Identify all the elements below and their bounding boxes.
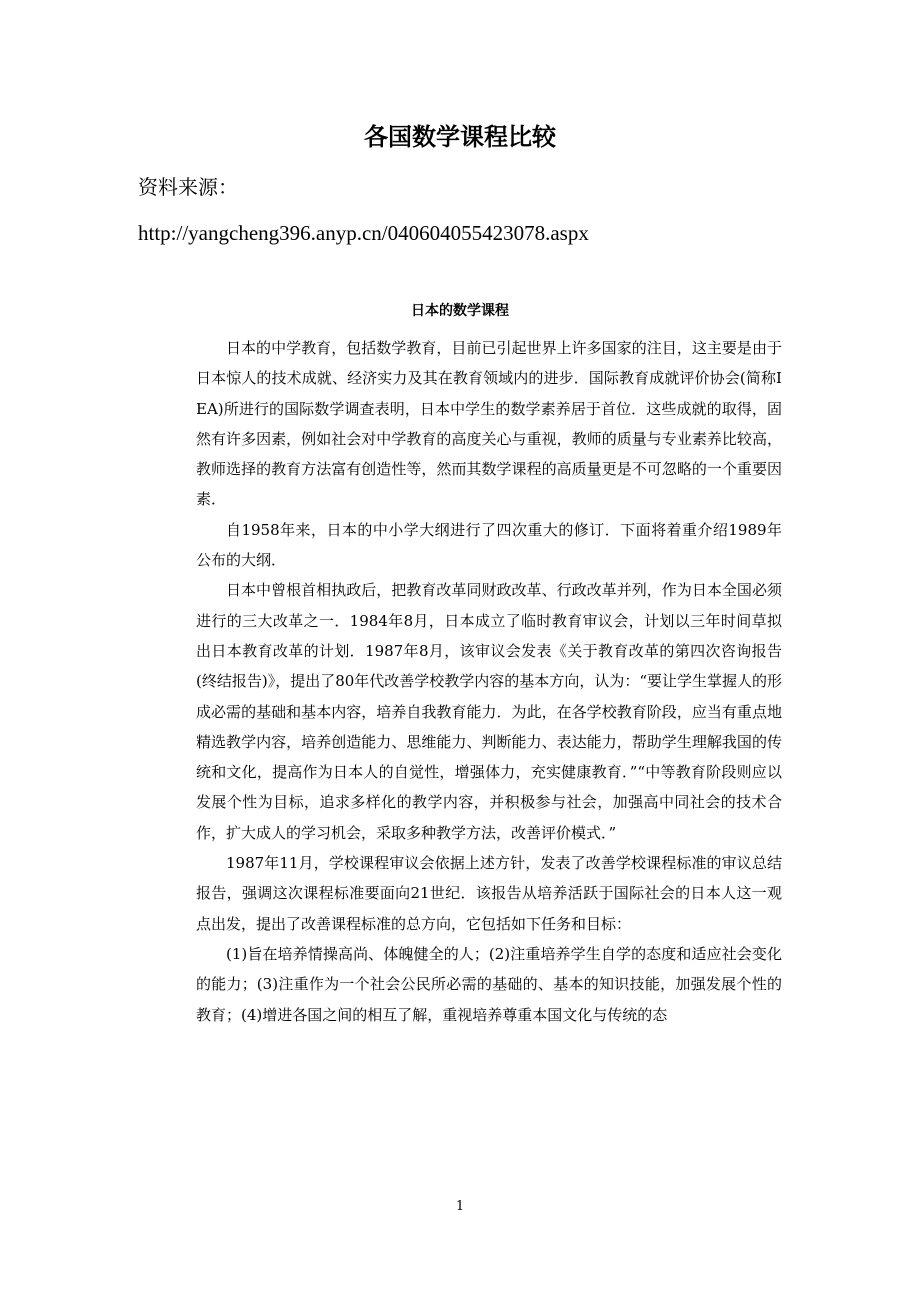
source-url: http://yangcheng396.anyp.cn/040604055423078.aspx (138, 221, 589, 245)
document-title: 各国数学课程比较 (364, 123, 556, 151)
paragraph: 自1958年来，日本的中小学大纲进行了四次重大的修订．下面将着重介绍1989年公布的大纲． (196, 520, 782, 570)
paragraph: (1)旨在培养情操高尚、体魄健全的人；(2)注重培养学生自学的态度和适应社会变化的能力；(3)注重作为一个社会公民所必需的基础的、基本的知识技能，加强发展个性的教育；(4)增进各国之间的相互了解，重视培养尊重本国文化与传统的态 (196, 944, 782, 1024)
paragraph: 日本中曾根首相执政后，把教育改革同财政改革、行政改革并列，作为日本全国必须进行的三大改革之一．1984年8月，日本成立了临时教育审议会，计划以三年时间草拟出日本教育改革的计划．1987年8月，该审议会发表《关于教育改革的第四次咨询报告(终结报告)》，提出了80年代改善学校教学内容的基本方向，认为：“要让学生掌握人的形成必需的基础和基本内容，培养自我教育能力．为此，在各学校教育阶段，应当有重点地精选教学内容，培养创造能力、思维能力、判断能力、表达能力，帮助学生理解我国的传统和文化，提高作为日本人的自觉性，增强体力，充实健康教育．”“中等教育阶段则应以发展个性为目标，追求多样化的教学内容，并积极参与社会，加强高中同社会的技术合作，扩大成人的学习机会，采取多种教学方法，改善评价模式．” (196, 581, 782, 842)
paragraph: 日本的中学教育，包括数学教育，目前已引起世界上许多国家的注目，这主要是由于日本惊人的技术成就、经济实力及其在教育领域内的进步．国际教育成就评价协会(简称IEA)所进行的国际数学调查表明，日本中学生的数学素养居于首位．这些成就的取得，固然有许多因素，例如社会对中学教育的高度关心与重视，教师的质量与专业素养比较高，教师选择的教育方法富有创造性等，然而其数学课程的高质量更是不可忽略的一个重要因素． (196, 339, 782, 509)
page-number: 1 (455, 1199, 465, 1214)
source-label: 资料来源： (138, 175, 238, 199)
document-body (196, 333, 782, 1030)
section-title: 日本的数学课程 (411, 303, 509, 319)
paragraph: 1987年11月，学校课程审议会依据上述方针，发表了改善学校课程标准的审议总结报告，强调这次课程标准要面向21世纪．该报告从培养活跃于国际社会的日本人这一观点出发，提出了改善课程标准的总方向，它包括如下任务和目标： (196, 854, 782, 933)
